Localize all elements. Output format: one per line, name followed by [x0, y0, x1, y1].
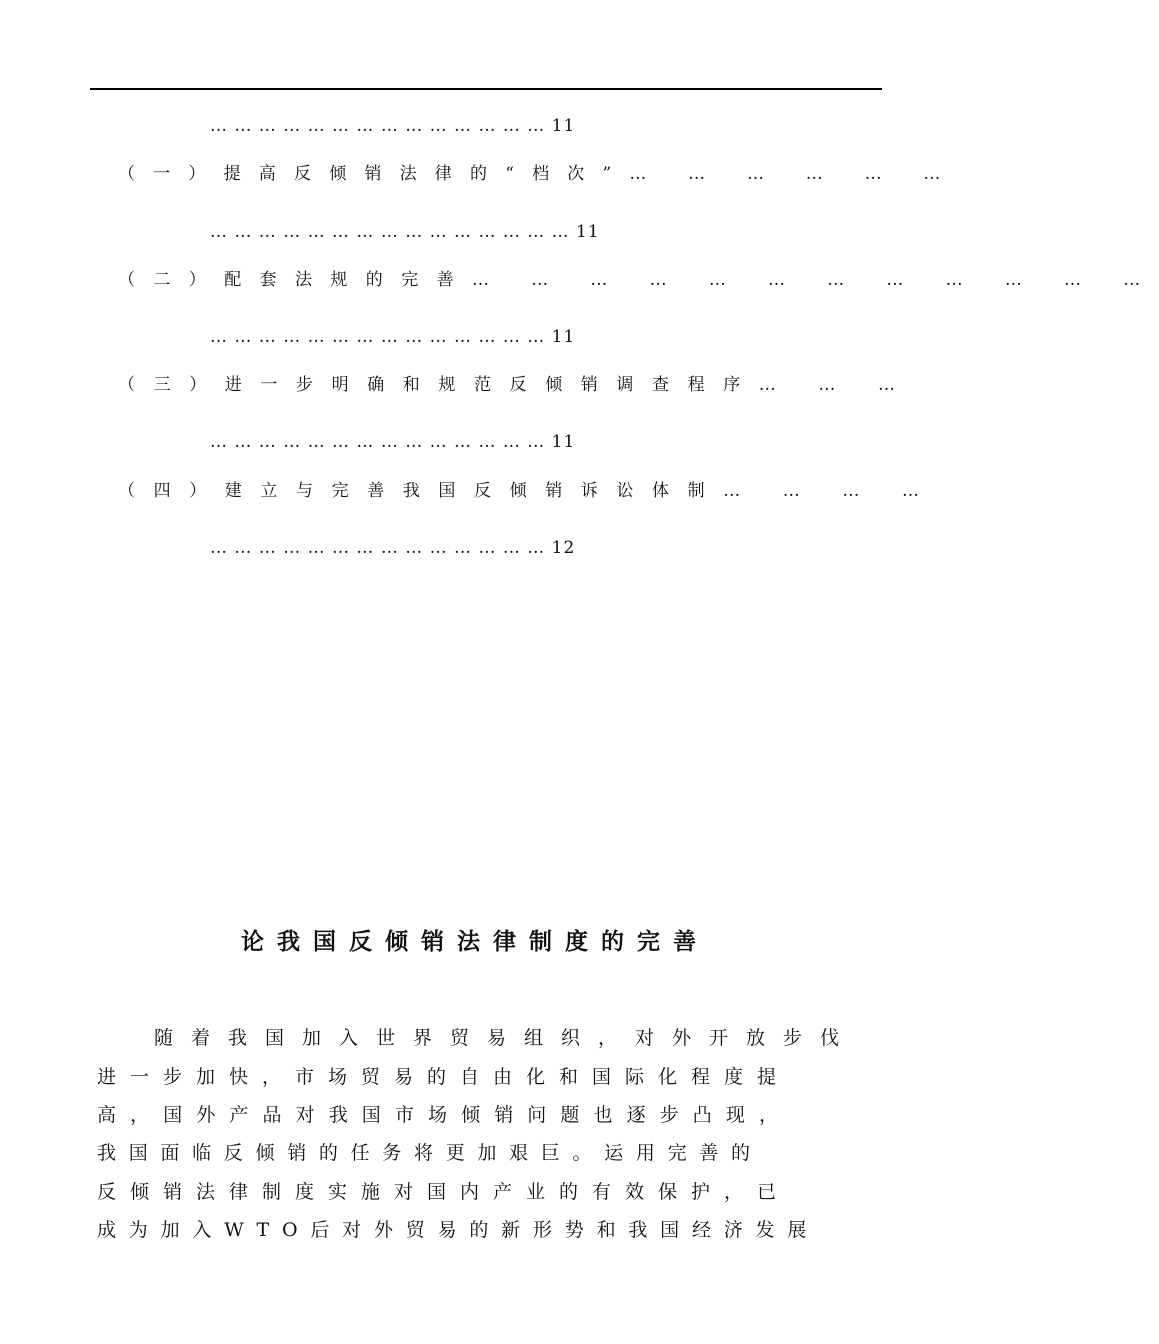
body-line: 我国面临反倾销的任务将更加艰巨。运用完善的 [97, 1142, 763, 1164]
body-line: 随着我国加入世界贸易组织，对外开放步伐 [154, 1027, 858, 1049]
toc-leader-line: … … … … … … … … … … … … … … 11 [210, 432, 576, 452]
toc-entry-4[interactable]: （四）建立与完善我国反倾销诉讼体制… … … … [118, 481, 938, 501]
toc-leader-line: … … … … … … … … … … … … … … 11 [210, 116, 576, 136]
toc-leader-line: … … … … … … … … … … … … … … 12 [210, 538, 576, 558]
body-line: 进一步加快，市场贸易的自由化和国际化程度提 [97, 1066, 791, 1088]
toc-entry-2[interactable]: （二）配套法规的完善… … … … … … … … … … … … [118, 270, 1159, 290]
toc-entry-1[interactable]: （一）提高反倾销法律的“档次”… … … … … … [118, 164, 959, 184]
body-line: 成为加入WTO后对外贸易的新形势和我国经济发展 [97, 1219, 820, 1241]
toc-leader-line: … … … … … … … … … … … … … … 11 [210, 327, 576, 347]
body-line: 高，国外产品对我国市场倾销问题也逐步凸现， [97, 1104, 793, 1126]
article-title: 论我国反倾销法律制度的完善 [241, 929, 709, 955]
toc-leader-line: … … … … … … … … … … … … … … … 11 [210, 222, 600, 242]
header-rule [90, 88, 882, 90]
body-line: 反倾销法律制度实施对国内产业的有效保护，已 [97, 1181, 791, 1203]
toc-entry-3[interactable]: （三）进一步明确和规范反倾销调查程序… … … [118, 375, 914, 395]
